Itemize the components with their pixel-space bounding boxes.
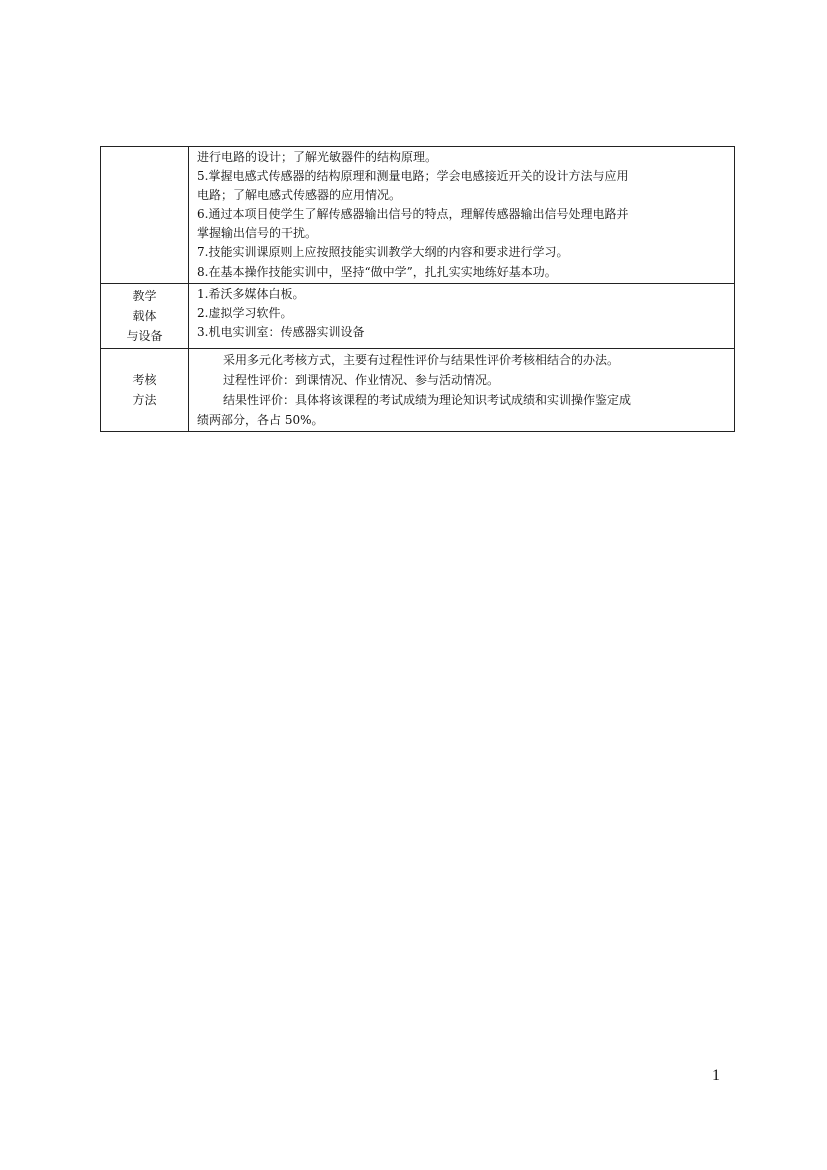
equipment-item: 1.希沃多媒体白板。 <box>197 286 305 301</box>
objectives-row <box>101 147 735 284</box>
equipment-label-line: 与设备 <box>126 328 163 343</box>
assessment-line: 结果性评价：具体将该课程的考试成绩为理论知识考试成绩和实训操作鉴定成 <box>223 392 632 407</box>
assessment-content-cell <box>189 348 735 431</box>
equipment-content-cell <box>189 283 735 348</box>
objectives-content-cell <box>189 147 735 284</box>
equipment-row <box>101 283 735 348</box>
assessment-line: 绩两部分，各占 50%。 <box>197 412 324 427</box>
objectives-line: 7.技能实训课原则上应按照技能实训教学大纲的内容和要求进行学习。 <box>197 245 569 260</box>
page-number: 1 <box>712 1067 720 1084</box>
assessment-label-cell <box>101 348 189 431</box>
equipment-item: 2.虚拟学习软件。 <box>197 305 293 320</box>
objectives-line: 掌握输出信号的干扰。 <box>197 226 318 241</box>
objectives-line: 进行电路的设计；了解光敏器件的结构原理。 <box>197 150 438 164</box>
assessment-label-line: 考核 <box>132 372 157 387</box>
course-info-table <box>100 146 735 432</box>
assessment-line: 采用多元化考核方式，主要有过程性评价与结果性评价考核相结合的办法。 <box>223 352 620 367</box>
equipment-label-cell <box>101 283 189 348</box>
objectives-line: 6.通过本项目使学生了解传感器输出信号的特点，理解传感器输出信号处理电路并 <box>197 207 629 222</box>
objectives-line: 8.在基本操作技能实训中，坚持“做中学”，扎扎实实地练好基本功。 <box>197 264 557 279</box>
assessment-line: 过程性评价：到课情况、作业情况、参与活动情况。 <box>223 372 500 387</box>
objectives-line: 电路；了解电感式传感器的应用情况。 <box>197 188 402 203</box>
equipment-label-line: 教学 <box>132 288 157 303</box>
equipment-label-line: 载体 <box>132 308 157 323</box>
assessment-row <box>101 348 735 431</box>
assessment-label-line: 方法 <box>132 392 157 407</box>
objectives-line: 5.掌握电感式传感器的结构原理和测量电路；学会电感接近开关的设计方法与应用 <box>197 169 629 184</box>
equipment-item: 3.机电实训室：传感器实训设备 <box>197 324 365 339</box>
objectives-label-cell <box>101 147 189 284</box>
